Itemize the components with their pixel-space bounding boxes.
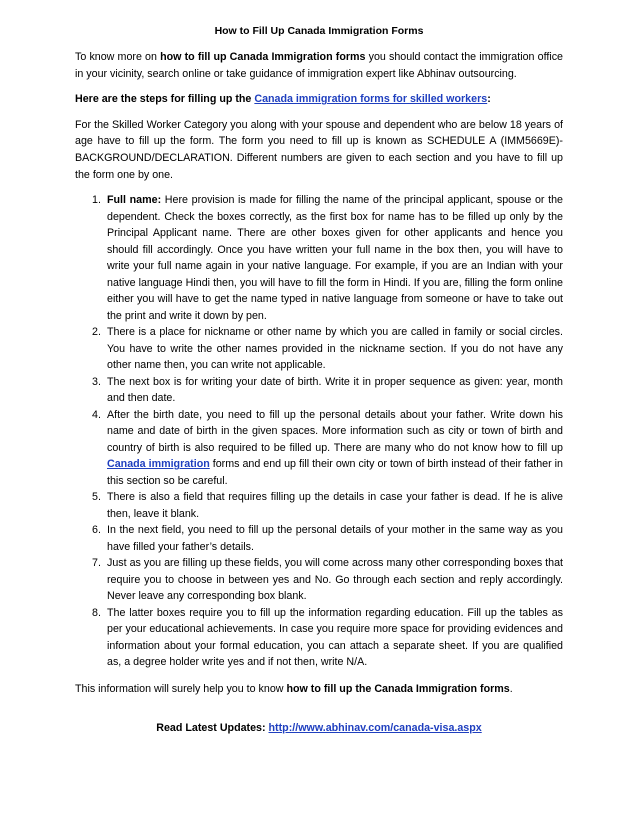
list-item-number: 6. [92, 524, 101, 537]
list-item-number: 4. [92, 408, 101, 421]
page-title: How to Fill Up Canada Immigration Forms [214, 25, 424, 37]
document-page [75, 24, 563, 706]
list-item [75, 605, 563, 671]
list-item [75, 407, 563, 490]
list-item-text: Just as you are filling up these fields, you will come across many other corresponding boxes that require you to choose in between yes and No. Go through each section and reply accordingly. Never leave any corresponding box blank. [107, 557, 563, 603]
skilled-workers-forms-link[interactable]: Canada immigration forms for skilled workers [254, 93, 488, 106]
skilled-worker-paragraph: For the Skilled Worker Category you along with your spouse and dependent who are below 18 years of age have to fill up the form. The form you need to fill up is known as SCHEDULE A (IMM5669E)-BACKGROUND/DECLARATION. Different numbers are given to each section and you have to fill up the form one by one. [75, 118, 563, 181]
list-item-text: The latter boxes require you to fill up the information regarding education. Fill up the tables as per your educational achievements. In case you require more space for providing evidences and information about your formal education, you can attach a separate sheet. If you are qualified as, a degree holder write yes and if not then, write N/A. [107, 606, 563, 669]
list-item-number: 3. [92, 375, 101, 388]
closing-text: This information will surely help you to know [75, 682, 287, 695]
list-item [75, 324, 563, 374]
footer-updates [0, 722, 638, 734]
list-item [75, 522, 563, 555]
list-item-number: 7. [92, 557, 101, 570]
list-item-text: There is also a field that requires filling up the details in case your father is dead. If he is alive then, leave it blank. [107, 491, 563, 520]
closing-period: . [509, 682, 513, 695]
closing-paragraph [75, 681, 563, 698]
steps-list [75, 192, 563, 671]
list-item-text: After the birth date, you need to fill up the personal details about your father. Write down his name and date of birth in the given spaces. More information such as city or town of birth and country of birth is also required to be filled up. There are many who do not know how to fill up [107, 408, 563, 454]
list-item [75, 192, 563, 324]
list-item-number: 5. [92, 491, 101, 504]
intro-text-end: you should contact the immigration office in your vicinity, search online or take guidance of immigration expert like Abhinav outsourcing. [75, 51, 563, 80]
list-item-text-end: forms and end up fill their own city or town of birth instead of their father in this section so be careful. [107, 458, 563, 487]
steps-heading [75, 91, 563, 108]
closing-bold-phrase: how to fill up the Canada Immigration forms [286, 682, 510, 695]
list-item-bold-label: Full name: [107, 194, 162, 207]
footer-url-link[interactable]: http://www.abhinav.com/canada-visa.aspx [268, 722, 482, 734]
list-item [75, 489, 563, 522]
list-item [75, 374, 563, 407]
list-item-number: 2. [92, 326, 101, 339]
footer-label: Read Latest Updates: [156, 722, 269, 734]
steps-heading-colon: : [487, 93, 491, 106]
list-item-number: 8. [92, 606, 101, 619]
list-item-text: There is a place for nickname or other name by which you are called in family or social circles. You have to write the other names provided in the nickname section. If you do not have any other name then, you can write not applicable. [107, 326, 563, 372]
intro-bold-phrase: how to fill up Canada Immigration forms [160, 51, 366, 63]
list-item-text: In the next field, you need to fill up the personal details of your mother in the same way as you have filled your father’s details. [107, 524, 563, 553]
list-item-text: Here provision is made for filling the name of the principal applicant, spouse or the dependent. Check the boxes correctly, as the first box for name has to be filled up only by the Principal Applicant name. There are other boxes given for other applicants and hence you should fill accordingly. Once you have written your full name in the box then, you will have to write your full name again in your native language. For example, if you are an Indian with your native language Hindi then, you will have to fill the form in Hindi. If you are, filling the form online either you will have to get the name typed in native language from someone or have to take out the print and write it down by pen. [107, 194, 563, 322]
list-item [75, 555, 563, 605]
intro-text-start: To know more on [75, 51, 161, 63]
list-item-number: 1. [92, 194, 101, 207]
list-item-text: The next box is for writing your date of birth. Write it in proper sequence as given: year, month and then date. [107, 375, 563, 405]
canada-immigration-link[interactable]: Canada immigration [107, 458, 210, 471]
steps-heading-text: Here are the steps for filling up the [75, 93, 255, 106]
intro-paragraph [75, 49, 563, 82]
